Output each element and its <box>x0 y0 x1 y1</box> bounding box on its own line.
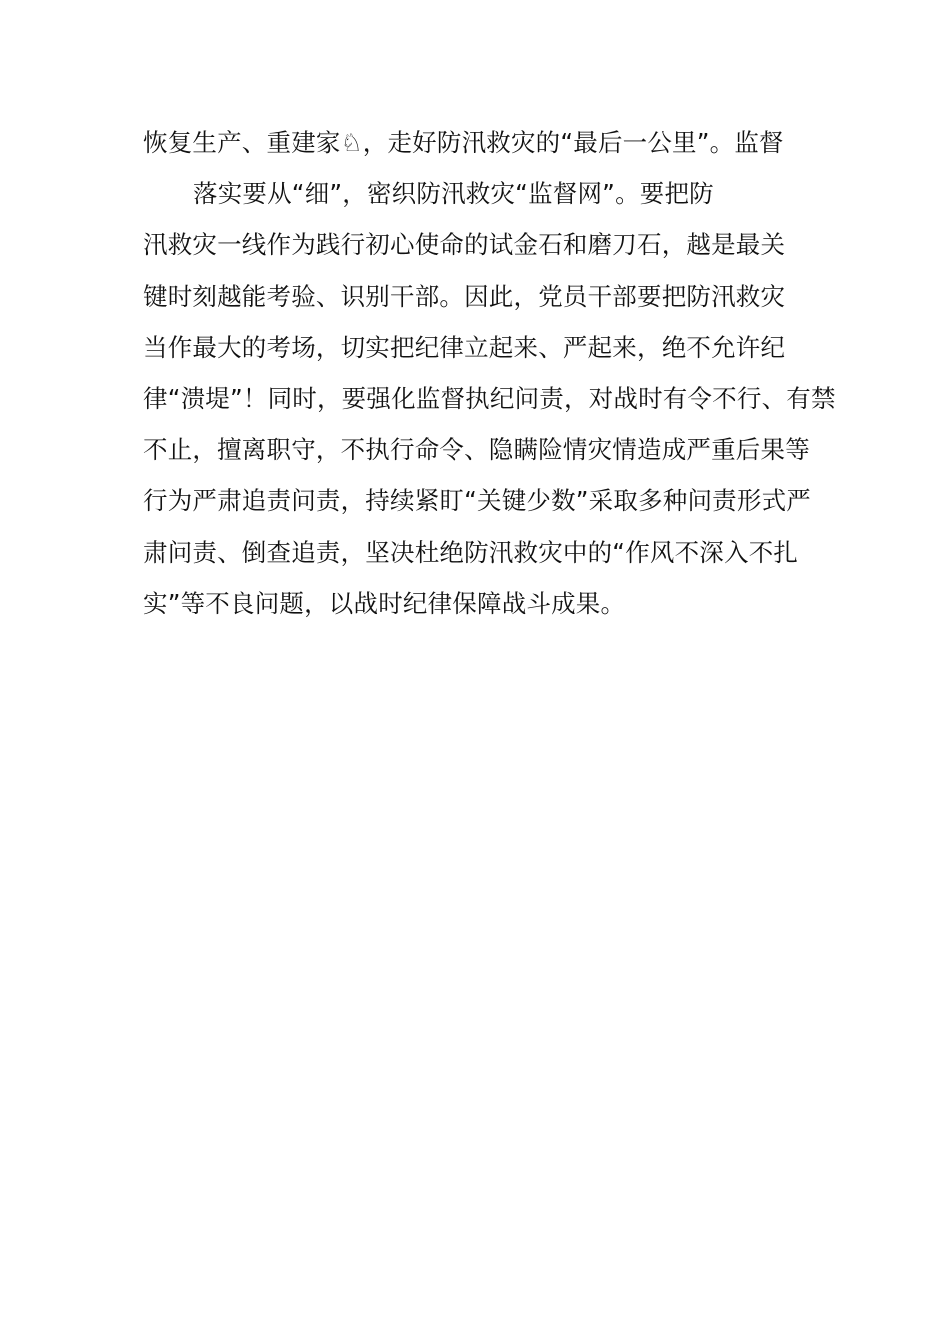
text-line-2: 落实要从“细”，密织防汛救灾“监督网”。要把防 <box>193 179 714 209</box>
text-line-6: 律“溃堤”！同时，要强化监督执纪问责，对战时有令不行、有禁 <box>143 383 836 413</box>
text-line-8: 行为严肃追责问责，持续紧盯“关键少数”采取多种问责形式严 <box>143 486 811 516</box>
text-line-7: 不止，擅离职守，不执行命令、隐瞒险情灾情造成严重后果等 <box>143 435 810 465</box>
text-line-1: 恢复生产、重建家♘，走好防汛救灾的“最后一公里”。监督 <box>143 128 784 157</box>
text-line-4: 键时刻越能考验、识别干部。因此，党员干部要把防汛救灾 <box>143 281 786 311</box>
text-line-3: 汛救灾一线作为践行初心使命的试金石和磨刀石，越是最关 <box>143 230 786 260</box>
text-line-5: 当作最大的考场，切实把纪律立起来、严起来，绝不允许纪 <box>143 332 786 362</box>
text-line-9: 肃问责、倒查追责，坚决杜绝防汛救灾中的“作风不深入不扎 <box>143 537 799 567</box>
body-text <box>143 117 836 629</box>
text-line-10: 实”等不良问题，以战时纪律保障战斗成果。 <box>143 588 626 618</box>
